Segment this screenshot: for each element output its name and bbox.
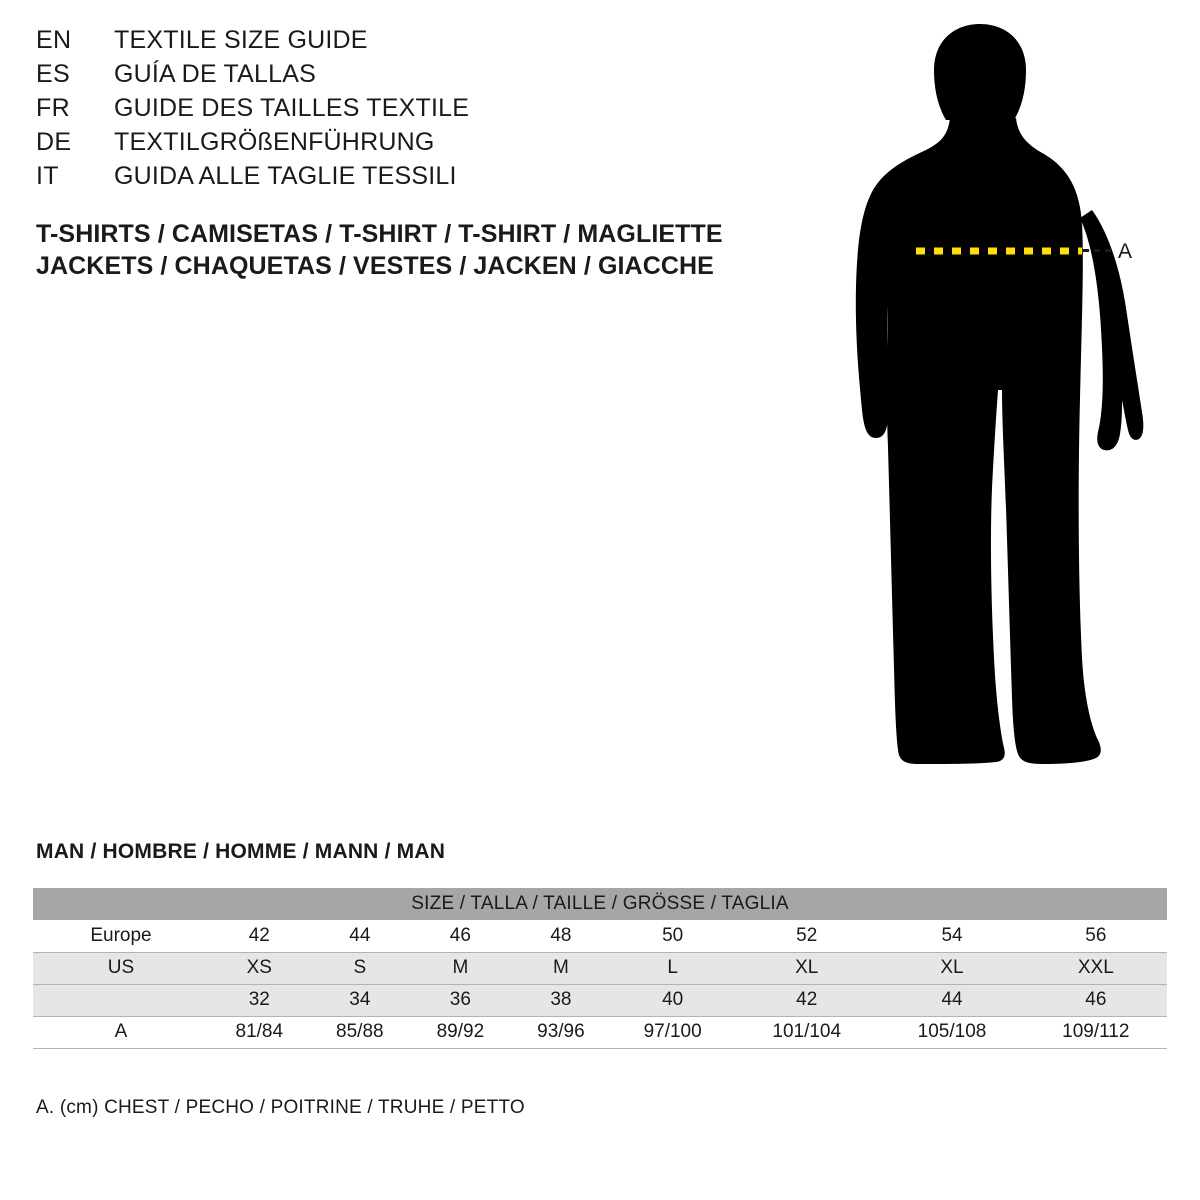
table-cell: 44 [941,989,963,1010]
language-text: GUÍA DE TALLAS [114,60,316,88]
table-cell: 54 [941,925,963,946]
table-row [33,984,1167,1016]
table-cell: XS [246,957,272,978]
row-label [33,984,209,1016]
language-text: TEXTILE SIZE GUIDE [114,26,368,54]
table-cell: 93/96 [537,1021,585,1042]
language-code: ES [36,60,70,88]
size-table [33,888,1167,1048]
garment-categories [36,218,796,282]
table-cell: L [667,957,678,978]
table-cell: 34 [349,989,371,1010]
table-cell: 56 [1085,925,1107,946]
language-list [36,28,756,198]
table-cell: 109/112 [1062,1021,1130,1042]
language-text: TEXTILGRÖßENFÜHRUNG [114,128,435,156]
garment-line-tshirts: T-SHIRTS / CAMISETAS / T-SHIRT / T-SHIRT / MAGLIETTE [36,220,723,248]
row-label: Europe [90,925,152,946]
table-header-row [33,888,1167,920]
row-label: US [107,957,135,978]
language-text: GUIDE DES TAILLES TEXTILE [114,94,470,122]
table-row [33,920,1167,952]
table-cell: 40 [662,989,684,1010]
measure-leader-dashes [1083,249,1113,252]
language-row [36,62,756,87]
table-cell: 52 [796,925,818,946]
language-code: IT [36,162,59,190]
language-code: DE [36,128,72,156]
table-cell: XL [940,957,964,978]
footnote-chest-measure: A. (cm) CHEST / PECHO / POITRINE / TRUHE / PETTO [36,1097,525,1118]
table-divider [33,1048,1167,1049]
language-row [36,28,756,53]
table-cell: 50 [662,925,684,946]
table-divider [33,984,1167,985]
table-cell: 46 [1085,989,1107,1010]
table-cell: 101/104 [772,1021,842,1042]
table-cell: 46 [449,925,471,946]
table-cell: 38 [550,989,572,1010]
garment-line-jackets: JACKETS / CHAQUETAS / VESTES / JACKEN / GIACCHE [36,252,714,280]
table-cell: 85/88 [336,1021,384,1042]
table-cell: 89/92 [436,1021,485,1042]
table-row [33,1016,1167,1048]
language-code: FR [36,94,70,122]
table-cell: 105/108 [917,1021,987,1042]
table-cell: 81/84 [235,1021,284,1042]
row-label: A [114,1021,128,1042]
section-title-man: MAN / HOMBRE / HOMME / MANN / MAN [36,840,446,863]
language-text: GUIDA ALLE TAGLIE TESSILI [114,162,457,190]
table-cell: 48 [550,925,572,946]
table-cell: M [553,957,569,978]
table-cell: XL [795,957,819,978]
measure-label-a: A [1118,240,1133,263]
language-row [36,130,756,155]
table-divider [33,952,1167,953]
body-silhouette-figure [830,18,1180,788]
table-cell: 36 [449,989,471,1010]
table-divider [33,1016,1167,1017]
table-cell: M [452,957,469,978]
table-cell: 97/100 [643,1021,702,1042]
table-row [33,952,1167,984]
language-row [36,164,756,189]
table-cell: 42 [796,989,818,1010]
table-cell: S [353,957,367,978]
table-cell: XXL [1077,957,1114,978]
language-row [36,96,756,121]
table-cell: 44 [349,925,371,946]
table-cell: 32 [248,989,270,1010]
table-cell: 42 [248,925,270,946]
man-silhouette-icon [830,18,1180,788]
language-code: EN [36,26,72,54]
table-header-label: SIZE / TALLA / TAILLE / GRÖSSE / TAGLIA [411,893,789,914]
